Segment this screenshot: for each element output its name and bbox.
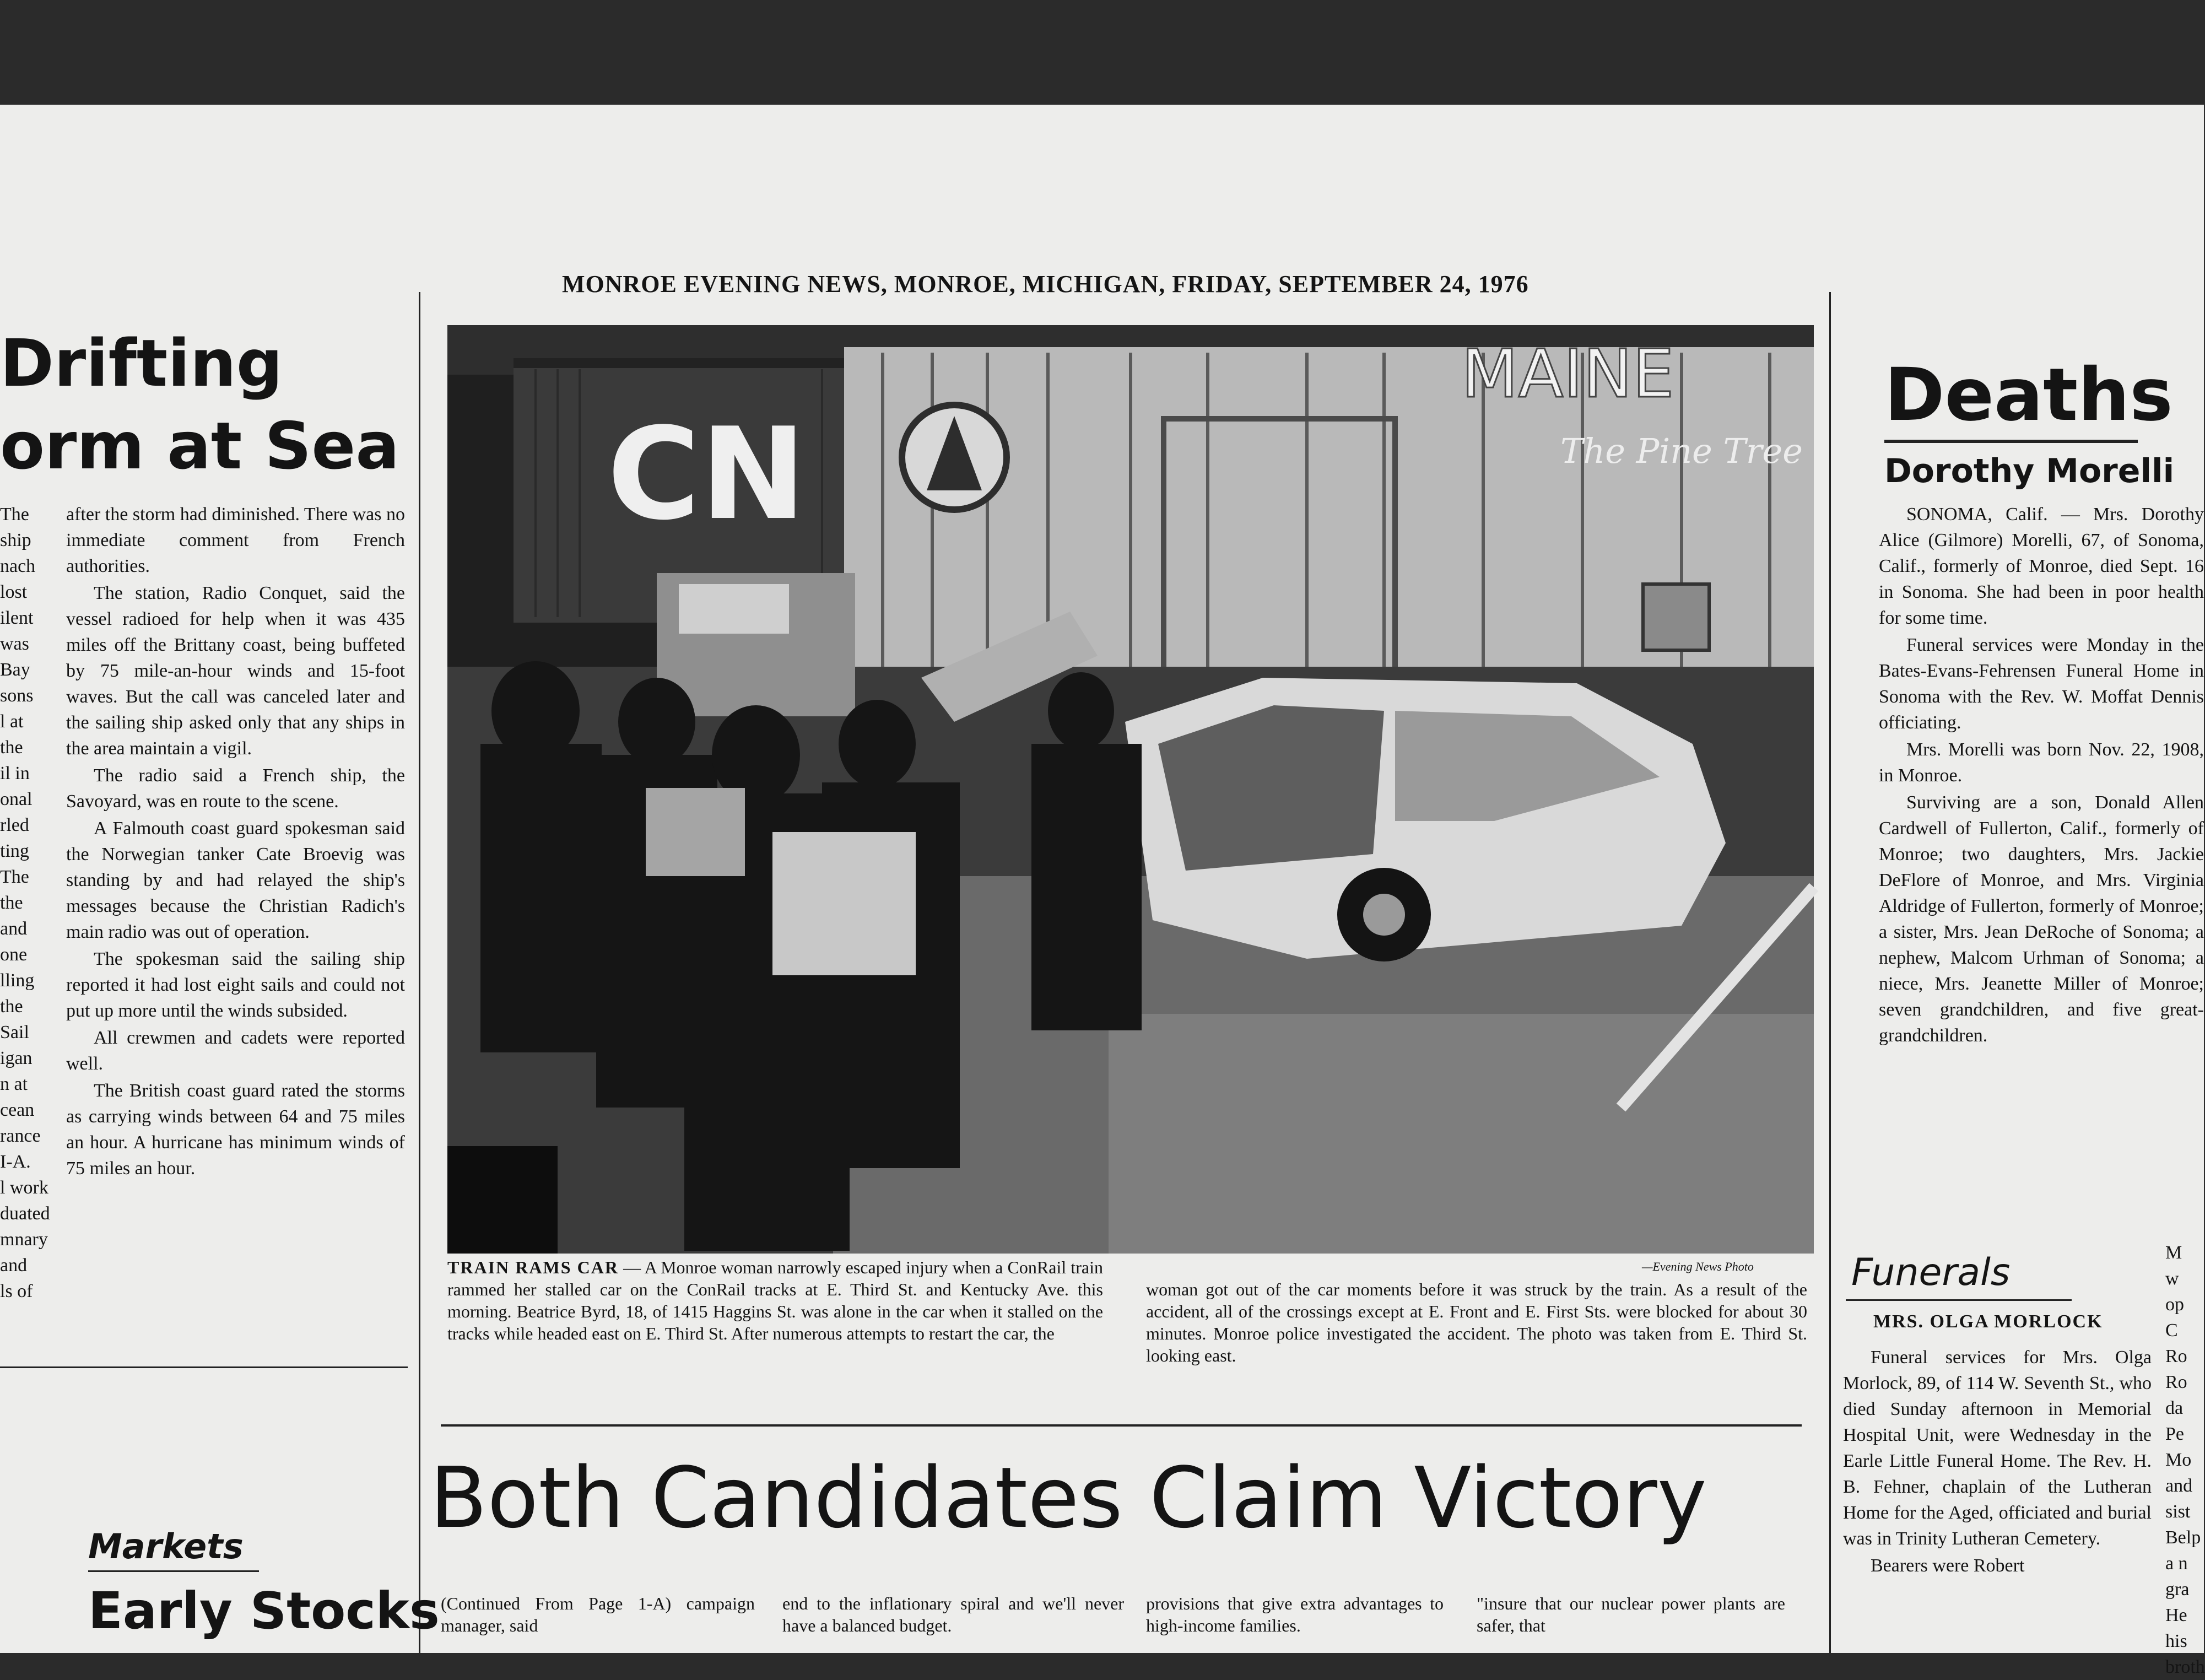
clipped-text-fragment: Ro bbox=[2165, 1372, 2187, 1392]
column-divider bbox=[419, 292, 420, 1653]
photo-caption-left bbox=[447, 1256, 1103, 1405]
section-rule bbox=[441, 1424, 1802, 1427]
candidates-col2: end to the inflationary spiral and we'll never have a balanced budget. bbox=[782, 1593, 1124, 1635]
story-paragraph: The station, Radio Conquet, said the vessel radioed for help when it was 435 miles off the Brittany coast, being buffeted by 75 mile-an-hour winds and 15-foot waves. But the call was canceled later and the sailing ship asked only that any ships in the area maintain a vigil. bbox=[66, 583, 405, 759]
clipped-text-fragment: gra bbox=[2165, 1579, 2190, 1600]
cn-logo: CN bbox=[607, 401, 807, 548]
story-paragraph: The radio said a French ship, the Savoyard, was en route to the scene. bbox=[66, 765, 405, 812]
clipped-text-fragment: ls of bbox=[0, 1281, 33, 1301]
obituary-paragraph: Funeral services were Monday in the Bates-Evans-Fehrensen Funeral Home in Sonoma with the Rev. W. Moffat Dennis officiating. bbox=[1879, 635, 2204, 733]
train-car-photo bbox=[447, 325, 1814, 1254]
clipped-text-fragment: Pe bbox=[2165, 1424, 2184, 1444]
maine-text: MAINE bbox=[1461, 336, 1674, 413]
clipped-text-fragment: w bbox=[2165, 1268, 2179, 1289]
clipped-text-fragment: the bbox=[0, 737, 23, 758]
deaths-obituary bbox=[1879, 501, 2204, 1223]
clipped-text-fragment: Bay bbox=[0, 660, 30, 680]
clipped-text-fragment: a n bbox=[2165, 1553, 2188, 1574]
photo-credit: —Evening News Photo bbox=[1642, 1260, 1754, 1273]
obituary-paragraph: Surviving are a son, Donald Allen Cardwell of Fullerton, Calif., formerly of Monroe; two daughters, Mrs. Jackie DeFlore of Monroe, and Mrs. Virginia Aldridge of Fullerton, formerly of Monroe; a sister, Mrs. Jean DeRoche of Sonoma; a nephew, Malcom Urhman of Sonoma; a niece, Mrs. Jeanette Miller of Monroe; seven grandchildren, and five great-grandchildren. bbox=[1879, 792, 2204, 1046]
photo-caption-right: woman got out of the car moments before it was struck by the train. As a result of the accident, all of the crossings except at E. Front and E. First Sts. were blocked for about 30 minutes. Monroe police investigated the accident. The photo was taken from E. Third St. looking east. bbox=[1146, 1279, 1807, 1365]
clipped-text-fragment: onal bbox=[0, 789, 33, 809]
clipped-text-fragment: one bbox=[0, 944, 28, 965]
story-paragraph: All crewmen and cadets were reported well. bbox=[66, 1028, 405, 1074]
clipped-text-fragment: sist bbox=[2165, 1501, 2191, 1522]
markets-label: Markets bbox=[88, 1526, 244, 1566]
newspaper-page bbox=[0, 105, 2205, 1677]
clipped-text-fragment: da bbox=[2165, 1398, 2184, 1418]
clipped-text-fragment: his bbox=[2165, 1631, 2187, 1651]
caption-text: — A Monroe woman narrowly escaped injury when a ConRail train rammed her stalled car on the ConRail tracks at E. Third St. and Kentucky Ave. this morning. Beatrice Byrd, 18, of 1415 Haggins St. was alone in the car when it stalled on the tracks while headed east on E. Third St. After numerous attempts to restart the car, the bbox=[447, 1257, 1104, 1343]
clipped-text-fragment: The bbox=[0, 867, 29, 887]
pine-tree-text: The Pine Tree bbox=[1560, 431, 1803, 471]
clipped-text-fragment: I-A. bbox=[0, 1152, 31, 1172]
right-edge-fragments bbox=[2165, 1240, 2204, 1680]
funerals-section-head: Funerals bbox=[1851, 1251, 2011, 1294]
deaths-rule bbox=[1884, 440, 2138, 443]
clipped-text-fragment: cean bbox=[0, 1100, 35, 1120]
clipped-text-fragment: and bbox=[0, 919, 28, 939]
obituary-paragraph: Mrs. Morelli was born Nov. 22, 1908, in Monroe. bbox=[1879, 739, 2204, 786]
clipped-text-fragment: and bbox=[0, 1255, 28, 1276]
obituary-paragraph: Funeral services for Mrs. Olga Morlock, 89, of 114 W. Seventh St., who died Sunday afternoon in Memorial Hospital Unit, were Wednesday in the Earle Little Funeral Home. The Rev. H. B. Fehner, chaplain of the Lutheran Home for the Aged, officiated and burial was in Trinity Lutheran Cemetery. bbox=[1843, 1347, 2152, 1549]
column-divider bbox=[1829, 292, 1831, 1653]
photo-illustration bbox=[447, 325, 1814, 1254]
funerals-name: MRS. OLGA MORLOCK bbox=[1873, 1311, 2103, 1332]
clipped-text-fragment: igan bbox=[0, 1048, 33, 1068]
clipped-text-fragment: The bbox=[0, 504, 29, 525]
candidates-col3: provisions that give extra advantages to high-income families. bbox=[1146, 1593, 1444, 1635]
drifting-story-column bbox=[66, 501, 405, 1405]
clipped-text-fragment: l work bbox=[0, 1177, 48, 1198]
candidates-headline: Both Candidates Claim Victory bbox=[430, 1449, 1707, 1547]
clipped-text-fragment: C bbox=[2165, 1320, 2178, 1341]
clipped-text-fragment: mnary bbox=[0, 1229, 48, 1250]
deaths-section-head: Deaths bbox=[1884, 353, 2173, 437]
clipped-text-fragment: ting bbox=[0, 841, 29, 861]
clipped-text-fragment: op bbox=[2165, 1294, 2184, 1315]
markets-rule bbox=[88, 1570, 259, 1572]
obituary-paragraph: SONOMA, Calif. — Mrs. Dorothy Alice (Gilmore) Morelli, 67, of Sonoma, Calif., formerly of Monroe, died Sept. 16 in Sonoma. She had been in poor health for some time. bbox=[1879, 504, 2204, 628]
markets-headline: Early Stocks bbox=[88, 1581, 440, 1640]
clipped-text-fragment: Belp bbox=[2165, 1527, 2201, 1548]
obituary-paragraph: Bearers were Robert bbox=[1871, 1555, 2025, 1576]
caption-lead: TRAIN RAMS CAR bbox=[447, 1257, 619, 1277]
clipped-text-fragment: l at bbox=[0, 711, 24, 732]
candidates-col4: "insure that our nuclear power plants are safer, that bbox=[1477, 1593, 1785, 1635]
clipped-text-fragment: rled bbox=[0, 815, 29, 835]
clipped-text-fragment: Sail bbox=[0, 1022, 29, 1042]
clipped-text-fragment: the bbox=[0, 893, 23, 913]
left-headline-line1: Drifting bbox=[0, 325, 283, 401]
deaths-name: Dorothy Morelli bbox=[1884, 452, 2175, 490]
story-paragraph: The British coast guard rated the storms as carrying winds between 64 and 75 miles an hour. A hurricane has minimum winds of 75 miles an hour. bbox=[66, 1081, 405, 1179]
clipped-text-fragment: was bbox=[0, 634, 29, 654]
clipped-text-fragment: duated bbox=[0, 1203, 50, 1224]
candidates-col1: (Continued From Page 1-A) campaign manager, said bbox=[441, 1593, 755, 1635]
clipped-text-fragment: Ro bbox=[2165, 1346, 2187, 1366]
story-paragraph: A Falmouth coast guard spokesman said the Norwegian tanker Cate Broevig was standing by and had relayed the ship's messages because the Christian Radich's main radio was out of operation. bbox=[66, 818, 405, 942]
masthead: MONROE EVENING NEWS, MONROE, MICHIGAN, FRIDAY, SEPTEMBER 24, 1976 bbox=[562, 271, 1529, 298]
clipped-text-fragment: ilent bbox=[0, 608, 34, 628]
clipped-text-fragment: the bbox=[0, 996, 23, 1017]
column-divider bbox=[0, 1366, 408, 1368]
left-headline-line2: orm at Sea bbox=[0, 408, 400, 484]
clipped-text-fragment: nach bbox=[0, 556, 36, 576]
story-paragraph: The spokesman said the sailing ship reported it had lost eight sails and could not put up more until the winds subsided. bbox=[66, 949, 405, 1021]
clipped-text-fragment: n at bbox=[0, 1074, 28, 1094]
funerals-rule bbox=[1846, 1299, 2072, 1301]
clipped-text-fragment: M bbox=[2165, 1243, 2182, 1263]
clipped-text-fragment: sons bbox=[0, 685, 34, 706]
story-paragraph: after the storm had diminished. There was no immediate comment from French authorities. bbox=[66, 504, 405, 576]
clipped-text-fragment: rance bbox=[0, 1126, 41, 1146]
clipped-text-fragment: broth bbox=[2165, 1657, 2205, 1677]
clipped-text-fragment: il in bbox=[0, 763, 30, 784]
clipped-text-fragment: ship bbox=[0, 530, 31, 550]
clipped-text-fragment: lost bbox=[0, 582, 28, 602]
left-column-fragments bbox=[0, 501, 53, 1304]
clipped-text-fragment: Mo bbox=[2165, 1450, 2192, 1470]
clipped-text-fragment: and bbox=[2165, 1476, 2193, 1496]
clipped-text-fragment: lling bbox=[0, 970, 35, 991]
funerals-obituary bbox=[1843, 1344, 2152, 1653]
clipped-text-fragment: He bbox=[2165, 1605, 2187, 1625]
